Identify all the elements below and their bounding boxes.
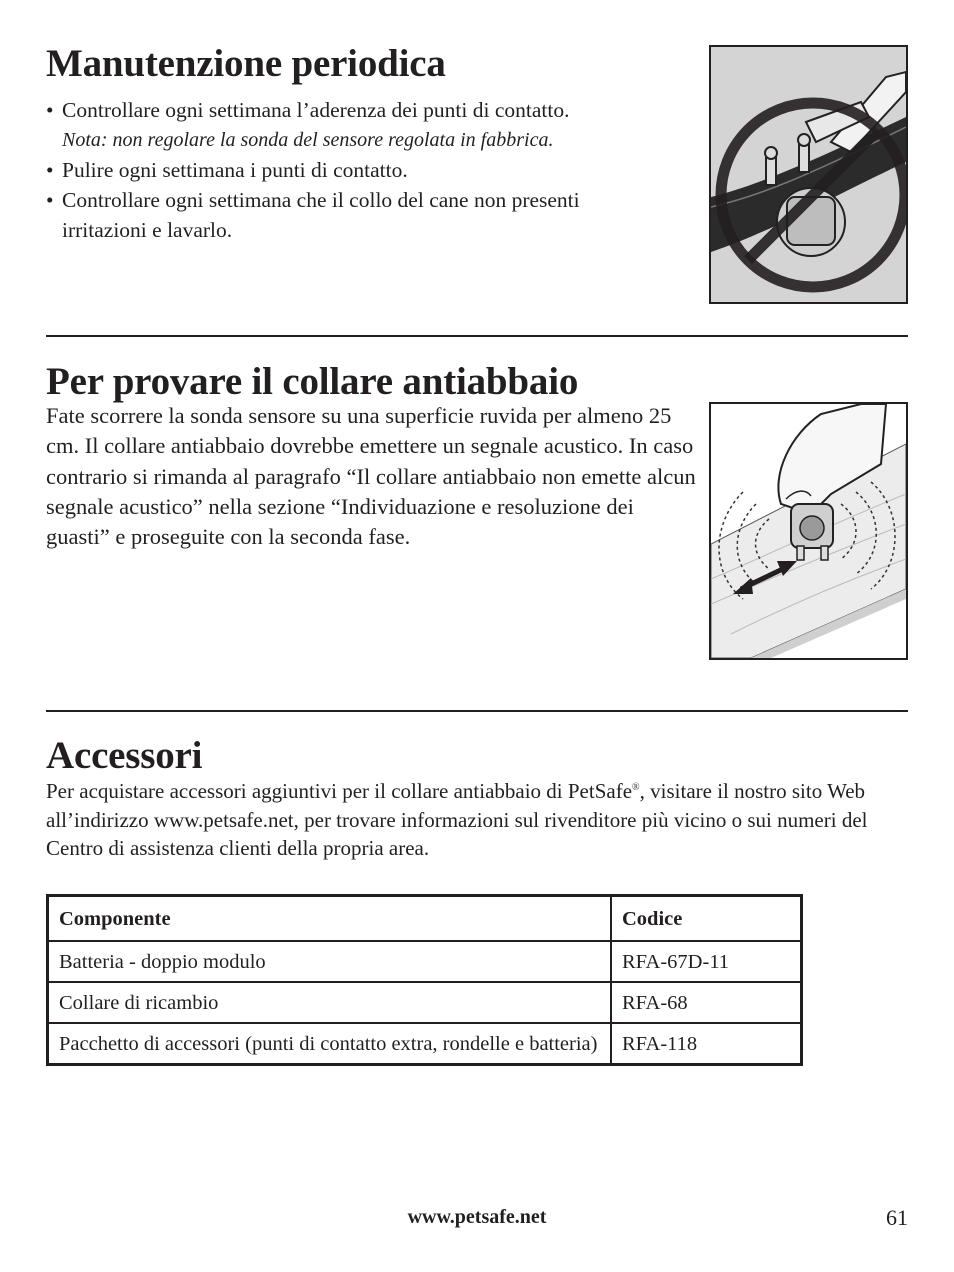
section-divider	[46, 710, 908, 712]
registered-mark: ®	[632, 782, 640, 793]
cell-code: RFA-68	[611, 982, 802, 1023]
bullet-text: Pulire ogni settimana i punti di contatto.	[62, 158, 408, 182]
section-divider	[46, 335, 908, 337]
table-row	[48, 982, 802, 1023]
cell-code: RFA-67D-11	[611, 941, 802, 982]
accessories-text-end: , visitare il nostro sito Web all’indirizzo www.petsafe.net, per trovare informazioni sul rivenditore più vicino o sui numeri del Centro di assistenza clienti della propria area.	[46, 779, 868, 860]
section-title-maintenance: Manutenzione periodica	[46, 42, 446, 85]
table-row	[48, 1023, 802, 1065]
table-header-row	[48, 896, 802, 942]
no-adjust-sensor-figure	[709, 45, 908, 304]
column-header-code: Codice	[611, 896, 802, 942]
page-number: 61	[886, 1205, 908, 1230]
bullet-text: Controllare ogni settimana l’aderenza dei punti di contatto.	[62, 98, 570, 122]
cell-component: Collare di ricambio	[48, 982, 612, 1023]
cell-code: RFA-118	[611, 1023, 802, 1065]
rub-probe-on-surface-icon	[711, 404, 906, 658]
column-header-component: Componente	[48, 896, 612, 942]
note-text: Nota: non regolare la sonda del sensore regolata in fabbrica.	[62, 129, 554, 151]
list-item	[46, 95, 696, 155]
maintenance-list	[46, 95, 696, 245]
table-row	[48, 941, 802, 982]
footer-website-link[interactable]: www.petsafe.net	[407, 1206, 547, 1228]
bullet-text: Controllare ogni settimana che il collo del cane non presenti irritazioni e lavarlo.	[62, 188, 580, 242]
section-title-test: Per provare il collare antiabbaio	[46, 360, 579, 403]
no-adjust-sensor-probe-icon	[711, 47, 906, 302]
cell-component: Batteria - doppio modulo	[48, 941, 612, 982]
cell-component: Pacchetto di accessori (punti di contatto extra, rondelle e batteria)	[48, 1023, 612, 1065]
accessories-table	[46, 894, 803, 1066]
section-title-accessories: Accessori	[46, 734, 203, 777]
accessories-paragraph	[46, 777, 908, 863]
test-collar-figure	[709, 402, 908, 660]
test-paragraph: Fate scorrere la sonda sensore su una superficie ruvida per almeno 25 cm. Il collare antiabbaio dovrebbe emettere un segnale acustico. In caso contrario si rimanda al paragrafo “Il collare antiabbaio non emette alcun segnale acustico” nella sezione “Individuazione e resoluzione dei guasti” e proseguite con la seconda fase.	[46, 403, 696, 550]
accessories-text-start: Per acquistare accessori aggiuntivi per il collare antiabbaio di PetSafe	[46, 779, 633, 803]
list-item	[46, 155, 696, 185]
list-item	[46, 185, 622, 245]
